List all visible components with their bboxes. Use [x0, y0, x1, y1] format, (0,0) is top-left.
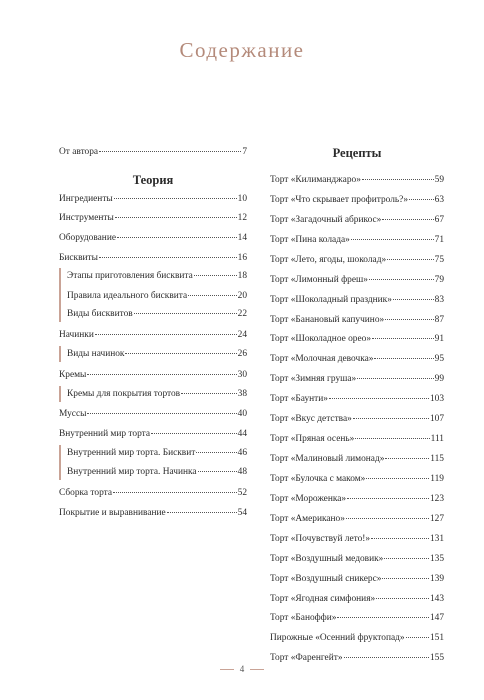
toc-subentry[interactable]: [67, 308, 247, 320]
toc-entry-page: 147: [429, 613, 444, 624]
toc-entry-label: Сборка торта: [59, 488, 113, 498]
leader-dots: [366, 478, 429, 479]
leader-dots: [95, 334, 237, 335]
toc-entry-label: Торт «Банановый капучино»: [270, 314, 385, 325]
subsection-bar: [59, 268, 61, 322]
toc-entry[interactable]: [59, 487, 247, 499]
section-title-recipes: Рецепты: [332, 146, 382, 160]
toc-entry-author[interactable]: [59, 146, 247, 158]
toc-entry[interactable]: [270, 373, 444, 385]
toc-entry-page: 67: [434, 214, 444, 225]
toc-entry-page: 18: [237, 271, 247, 281]
toc-entry-page: 16: [237, 253, 247, 263]
leader-dots: [134, 313, 237, 314]
toc-entry-label: Покрытие и выравнивание: [59, 508, 166, 518]
leader-dots: [151, 433, 237, 434]
toc-entry-page: 20: [237, 291, 247, 301]
toc-subentry[interactable]: [67, 270, 247, 282]
leader-dots: [369, 279, 434, 280]
leader-dots: [362, 179, 434, 180]
toc-entry-label: Инструменты: [59, 213, 114, 223]
toc-entry-label: Торт «Малиновый лимонад»: [270, 454, 385, 465]
toc-entry[interactable]: [270, 652, 444, 664]
leader-dots: [347, 498, 429, 499]
toc-entry-label: Торт «Килиманджаро»: [270, 175, 361, 185]
toc-entry[interactable]: [59, 232, 247, 244]
toc-entry-page: 135: [429, 553, 444, 564]
page-number: 4: [239, 664, 245, 674]
page-footer: [0, 664, 484, 674]
toc-entry-label: Внутренний мир торта: [59, 429, 151, 439]
toc-entry-label: Кремы: [59, 370, 87, 380]
toc-entry[interactable]: [59, 329, 247, 341]
toc-entry-label: Торт «Воздушный медовик»: [270, 553, 384, 564]
toc-entry-page: 107: [429, 414, 444, 425]
leader-dots: [125, 353, 236, 354]
toc-entry-page: 131: [429, 533, 444, 544]
section-title-theory: Теория: [132, 173, 174, 187]
toc-entry-page: 115: [430, 454, 444, 465]
toc-entry-page: 54: [237, 508, 247, 518]
toc-entry-page: 91: [434, 334, 444, 345]
toc-entry[interactable]: [270, 473, 444, 485]
toc-entry-label: Торт «Вкус детства»: [270, 414, 352, 425]
toc-entry-page: 119: [430, 473, 444, 484]
toc-entry-label: Внутренний мир торта. Бисквит: [67, 448, 196, 458]
leader-dots: [385, 458, 429, 459]
toc-entry-page: 44: [237, 429, 247, 439]
toc-entry[interactable]: [270, 254, 444, 266]
toc-subentry[interactable]: [67, 447, 247, 459]
leader-dots: [353, 418, 429, 419]
toc-entry[interactable]: [270, 593, 444, 605]
leader-dots: [196, 452, 236, 453]
leader-dots: [87, 413, 236, 414]
toc-entry-label: Торт «Загадочный абрикос»: [270, 214, 382, 225]
leader-dots: [355, 438, 429, 439]
toc-entry[interactable]: [270, 612, 444, 624]
toc-entry-page: 26: [237, 349, 247, 359]
toc-entry-label: Пирожные «Осенний фруктопад»: [270, 633, 405, 644]
toc-entry-label: Торт «Пряная осень»: [270, 434, 355, 445]
leader-dots: [371, 538, 429, 539]
leader-dots: [194, 275, 237, 276]
toc-entry[interactable]: [270, 333, 444, 345]
toc-entry-page: 38: [237, 389, 247, 399]
toc-entry-label: Торт «Зимняя груша»: [270, 374, 357, 385]
footer-rule-right: [250, 669, 264, 670]
leader-dots: [87, 374, 236, 375]
leader-dots: [382, 578, 428, 579]
toc-entry-label: Правила идеального бисквита: [67, 291, 188, 301]
toc-entry-label: Начинки: [59, 330, 94, 340]
toc-entry[interactable]: [59, 507, 247, 519]
toc-entry[interactable]: [59, 212, 247, 224]
toc-subentry[interactable]: [67, 388, 247, 400]
toc-entry-page: 155: [429, 653, 444, 664]
toc-entry-label: Ингредиенты: [59, 194, 113, 204]
subsection-bar: [59, 386, 61, 402]
toc-entry-label: Торт «Баунти»: [270, 394, 328, 405]
toc-entry-page: 151: [429, 633, 444, 644]
leader-dots: [382, 219, 433, 220]
toc-entry-page: 71: [434, 234, 444, 245]
toc-entry-label: Торт «Почувствуй лето!»: [270, 533, 371, 544]
toc-entry-page: 63: [434, 194, 444, 205]
toc-entry-label: Торт «Баноффи»: [270, 613, 337, 624]
toc-entry-page: 22: [237, 309, 247, 319]
leader-dots: [117, 237, 237, 238]
toc-entry-page: 14: [237, 233, 247, 243]
leader-dots: [384, 558, 429, 559]
toc-entry-label: Кремы для покрытия тортов: [67, 389, 181, 399]
toc-entry[interactable]: [270, 214, 444, 226]
toc-entry-label: Торт «Фаренгейт»: [270, 653, 343, 664]
toc-entry[interactable]: [59, 193, 247, 205]
leader-dots: [357, 378, 433, 379]
toc-entry[interactable]: [59, 369, 247, 381]
leader-dots: [167, 512, 237, 513]
toc-entry-label: Этапы приготовления бисквита: [67, 271, 193, 281]
toc-entry[interactable]: [270, 513, 444, 525]
toc-entry-label: Муссы: [59, 409, 87, 419]
toc-entry-page: 87: [434, 314, 444, 325]
toc-entry-label: Торт «Что скрывает профитроль?»: [270, 194, 409, 205]
toc-entry-page: 75: [434, 254, 444, 265]
toc-subentry[interactable]: [67, 290, 247, 302]
toc-entry-label: Торт «Шоколадное орео»: [270, 334, 372, 345]
toc-entry[interactable]: [270, 413, 444, 425]
toc-entry-label: Бисквиты: [59, 253, 98, 263]
leader-dots: [188, 295, 236, 296]
leader-dots: [114, 198, 237, 199]
toc-entry-page: 7: [242, 147, 247, 157]
leader-dots: [346, 518, 429, 519]
toc-entry-page: 139: [429, 573, 444, 584]
toc-entry-page: 59: [434, 175, 444, 185]
toc-entry-page: 40: [237, 409, 247, 419]
toc-entry-page: 127: [429, 513, 444, 524]
toc-entry-page: 30: [237, 370, 247, 380]
toc-entry[interactable]: [270, 294, 444, 306]
toc-entry-label: Внутренний мир торта. Начинка: [67, 467, 197, 477]
leader-dots: [113, 492, 237, 493]
leader-dots: [115, 217, 237, 218]
page-title: Содержание: [179, 38, 305, 62]
toc-entry[interactable]: [270, 533, 444, 545]
leader-dots: [351, 239, 434, 240]
leader-dots: [99, 257, 237, 258]
leader-dots: [387, 259, 433, 260]
toc-entry-page: 123: [429, 493, 444, 504]
toc-entry-label: Торт «Лимонный фреш»: [270, 274, 368, 285]
toc-entry[interactable]: [59, 408, 247, 420]
toc-entry-label: Торт «Мороженка»: [270, 493, 347, 504]
leader-dots: [181, 393, 237, 394]
toc-entry-page: 10: [237, 194, 247, 204]
toc-entry-page: 46: [237, 448, 247, 458]
toc-entry[interactable]: [270, 353, 444, 365]
toc-entry-label: Виды начинок: [67, 349, 125, 359]
toc-entry[interactable]: [270, 433, 444, 445]
toc-entry-page: 79: [434, 274, 444, 285]
toc-entry-label: Виды бисквитов: [67, 309, 133, 319]
leader-dots: [409, 199, 434, 200]
toc-entry[interactable]: [270, 553, 444, 565]
leader-dots: [372, 338, 434, 339]
leader-dots: [99, 151, 241, 152]
toc-entry[interactable]: [270, 274, 444, 286]
subsection-bar: [59, 346, 61, 362]
toc-subentry[interactable]: [67, 466, 247, 478]
leader-dots: [198, 471, 237, 472]
toc-entry-label: Оборудование: [59, 233, 117, 243]
toc-entry[interactable]: [59, 428, 247, 440]
toc-entry-label: Торт «Воздушный сникерс»: [270, 573, 382, 584]
toc-entry-page: 12: [237, 213, 247, 223]
toc-entry-label: От автора: [59, 147, 99, 157]
toc-entry-page: 95: [434, 354, 444, 365]
toc-entry-label: Торт «Шоколадный праздник»: [270, 294, 392, 305]
leader-dots: [385, 319, 433, 320]
toc-subentry[interactable]: [67, 348, 247, 360]
subsection-bar: [59, 445, 61, 480]
toc-entry-label: Торт «Лето, ягоды, шоколад»: [270, 254, 387, 265]
leader-dots: [344, 657, 429, 658]
toc-entry-page: 52: [237, 488, 247, 498]
leader-dots: [406, 637, 429, 638]
toc-entry-page: 24: [237, 330, 247, 340]
leader-dots: [374, 358, 433, 359]
toc-entry[interactable]: [270, 453, 444, 465]
footer-rule-left: [220, 669, 234, 670]
toc-entry-page: 99: [434, 374, 444, 385]
toc-entry[interactable]: [270, 632, 444, 644]
toc-entry-page: 111: [430, 434, 444, 445]
toc-entry-page: 83: [434, 294, 444, 305]
toc-entry[interactable]: [270, 573, 444, 585]
toc-entry-label: Торт «Молочная девочка»: [270, 354, 374, 365]
leader-dots: [337, 617, 428, 618]
toc-entry-label: Торт «Булочка с маком»: [270, 473, 366, 484]
toc-entry-label: Торт «Американо»: [270, 513, 345, 524]
toc-entry-label: Торт «Ягодная симфония»: [270, 593, 376, 604]
leader-dots: [376, 598, 429, 599]
toc-entry[interactable]: [270, 314, 444, 326]
toc-entry[interactable]: [59, 252, 247, 264]
toc-entry-page: 103: [429, 394, 444, 405]
toc-entry[interactable]: [270, 393, 444, 405]
leader-dots: [393, 299, 434, 300]
toc-entry[interactable]: [270, 194, 444, 206]
toc-entry-page: 48: [237, 467, 247, 477]
toc-entry[interactable]: [270, 234, 444, 246]
toc-entry-label: Торт «Пина колада»: [270, 234, 350, 245]
leader-dots: [329, 398, 429, 399]
toc-entry[interactable]: [270, 174, 444, 186]
toc-entry[interactable]: [270, 493, 444, 505]
toc-entry-page: 143: [429, 593, 444, 604]
